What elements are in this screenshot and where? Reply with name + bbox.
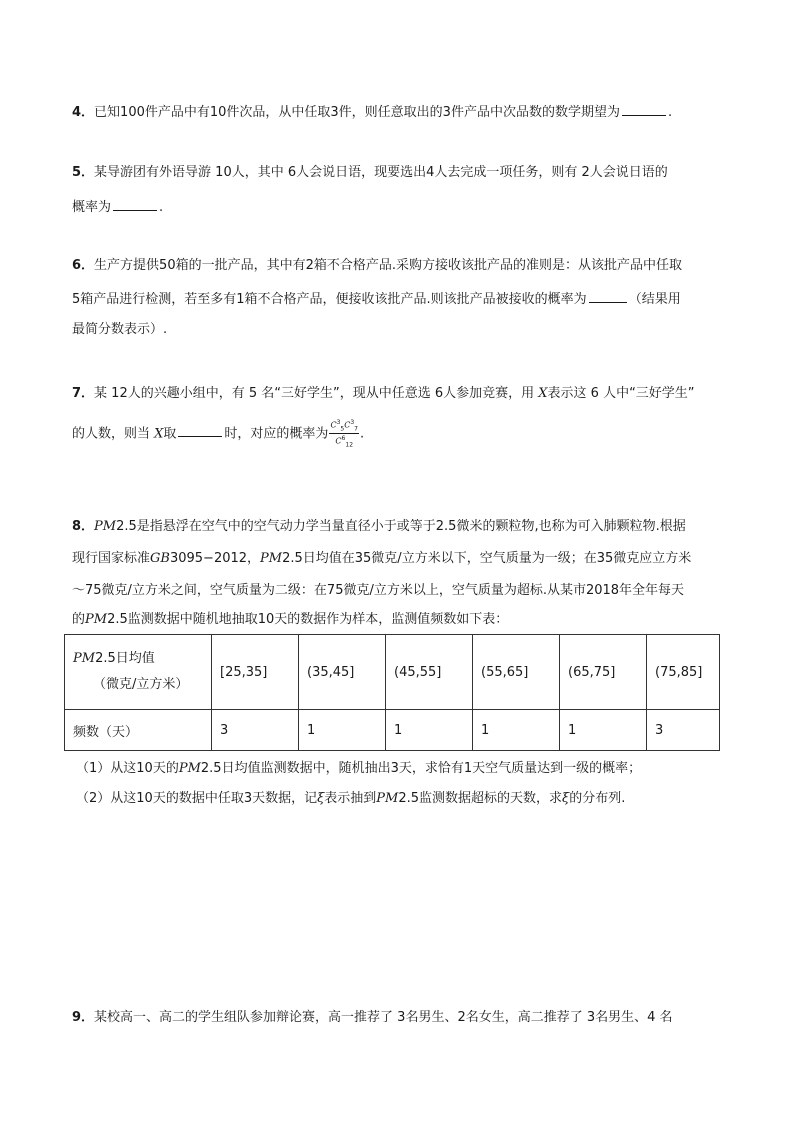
table-cell: 3 — [647, 710, 720, 751]
period: . — [360, 426, 365, 442]
table-cell: 1 — [473, 710, 560, 751]
header-unit: （微克/立方米） — [93, 677, 189, 692]
table-header-cell — [65, 635, 212, 710]
question-text: 的分布列. — [569, 791, 626, 806]
table-cell: (65,75] — [560, 635, 647, 710]
question-text: 2.5监测数据超标的天数，求 — [398, 791, 563, 806]
question-text: 表示抽到 — [324, 791, 377, 806]
pm25-frequency-table — [64, 634, 720, 751]
question-text: 生产方提供50箱的一批产品，其中有2箱不合格产品.采购方接收该批产品的准则是：从该批产品中任取 — [94, 258, 682, 273]
variable-xi: ξ — [317, 791, 325, 806]
question-text: 已知100件产品中有10件次品，从中任取3件，则任意取出的3件产品中次品数的数学期望为 — [94, 105, 620, 120]
question-text: （1）从这10天的 — [76, 761, 179, 776]
table-cell: (75,85] — [647, 635, 720, 710]
question-5-line2 — [72, 196, 163, 218]
table-cell: (55,65] — [473, 635, 560, 710]
variable-x: X — [154, 426, 164, 442]
question-text: 5箱产品进行检测，若至多有1箱不合格产品，便接收该批产品.则该批产品被接收的概率为 — [72, 292, 587, 307]
pm-symbol: PM — [376, 791, 399, 806]
question-text: 的人数，则当 — [72, 426, 155, 442]
question-6-line1 — [72, 256, 682, 276]
variable-x: X — [538, 386, 548, 401]
table-cell: 1 — [299, 710, 386, 751]
question-number: 5． — [72, 165, 95, 180]
pm-symbol: PM — [94, 519, 117, 534]
question-text: ～75微克/立方米之间，空气质量为二级：在75微克/立方米以上，空气质量为超标.从某市2018年全年每天 — [72, 583, 685, 598]
table-cell: 1 — [560, 710, 647, 751]
pm-symbol: PM — [85, 612, 108, 627]
variable-xi: ξ — [562, 791, 570, 806]
table-cell: (45,55] — [386, 635, 473, 710]
question-text: 表示这 6 人中“三好学生” — [547, 386, 695, 401]
question-number: 6． — [72, 258, 95, 273]
question-9-line1 — [72, 1008, 673, 1028]
question-text: 最简分数表示）. — [72, 322, 168, 337]
period: . — [667, 105, 673, 120]
table-row — [65, 635, 720, 710]
question-number: 7． — [72, 386, 95, 401]
table-cell: [25,35] — [212, 635, 299, 710]
header-label: 2.5日均值 — [95, 651, 155, 666]
question-number: 8． — [72, 519, 95, 534]
question-text: 2.5日均值在35微克/立方米以下，空气质量为一级；在35微克应立方米 — [282, 551, 692, 566]
question-4 — [72, 101, 672, 123]
question-8-part2 — [76, 789, 625, 809]
question-number: 4． — [72, 105, 95, 120]
question-text: 概率为 — [72, 200, 112, 215]
answer-blank[interactable] — [622, 101, 666, 116]
question-6-line3 — [72, 320, 167, 340]
period: . — [159, 200, 164, 215]
table-cell: 3 — [212, 710, 299, 751]
question-text: （结果用 — [628, 292, 681, 307]
question-8-line1 — [72, 517, 686, 537]
question-8-line4 — [72, 610, 508, 630]
table-row — [65, 710, 720, 751]
question-text: 2.5是指悬浮在空气中的空气动力学当量直径小于或等于2.5微米的颗粒物,也称为可入肺颗粒物.根据 — [116, 519, 686, 534]
question-number: 9． — [72, 1010, 95, 1025]
question-text: 2.5监测数据中随机地抽取10天的数据作为样本，监测值频数如下表： — [107, 612, 509, 627]
question-7-line1 — [72, 384, 695, 404]
pm-symbol: PM — [73, 651, 96, 666]
question-text: 3095−2012， — [169, 551, 261, 566]
table-cell: (35,45] — [299, 635, 386, 710]
question-text: 的 — [72, 612, 86, 627]
question-text: 某导游团有外语导游 10人，其中 6人会说日语，现要选出4人去完成一项任务，则有 2人会说日语的 — [94, 165, 668, 180]
question-text: 现行国家标准 — [72, 551, 151, 566]
probability-fraction: $\frac{C^3_5C^3_7}{C^6_{12}}$ — [330, 419, 358, 449]
question-8-line2 — [72, 549, 691, 569]
question-text: （2）从这10天的数据中任取3天数据，记 — [76, 791, 318, 806]
answer-blank[interactable] — [178, 422, 222, 437]
question-text: 某 12人的兴趣小组中，有 5 名“三好学生”，现从中任意选 6人参加竞赛，用 — [94, 386, 539, 401]
question-7-line2 — [72, 418, 364, 450]
pm-symbol: PM — [178, 761, 201, 776]
table-header-cell: 频数（天） — [65, 710, 212, 751]
gb-symbol: GB — [150, 551, 170, 566]
question-text: 2.5日均值监测数据中，随机抽出3天，求恰有1天空气质量达到一级的概率； — [200, 761, 642, 776]
question-text: 取 — [163, 426, 177, 442]
question-text: 某校高一、高二的学生组队参加辩论赛，高一推荐了 3名男生、2名女生，高二推荐了 3名男生、4 名 — [94, 1010, 673, 1025]
question-6-line2 — [72, 288, 681, 310]
answer-blank[interactable] — [589, 288, 627, 303]
table-cell: 1 — [386, 710, 473, 751]
question-8-line3 — [72, 581, 684, 601]
question-8-part1 — [76, 759, 641, 779]
question-text: 时，对应的概率为 — [224, 426, 329, 442]
pm-symbol: PM — [260, 551, 283, 566]
answer-blank[interactable] — [113, 196, 157, 211]
question-5-line1 — [72, 163, 668, 183]
